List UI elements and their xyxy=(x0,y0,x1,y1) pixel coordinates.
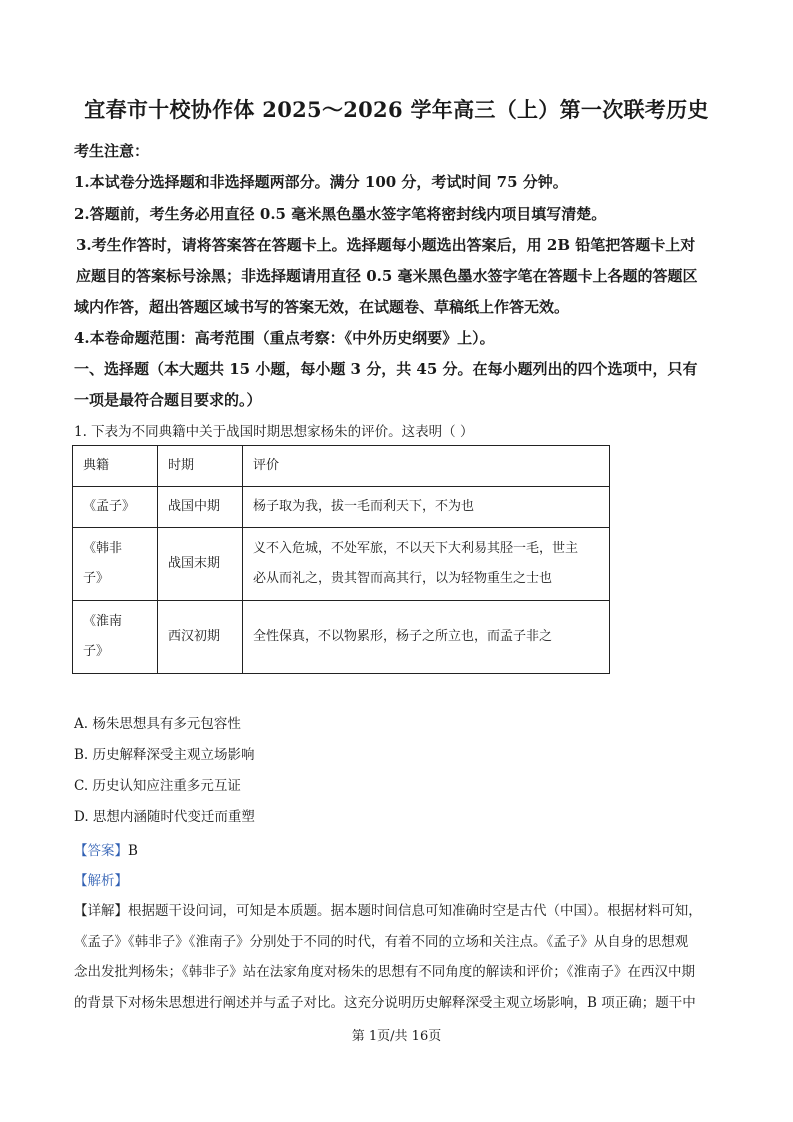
notice-item-3-line-1: 3.考生作答时，请将答案答在答题卡上。选择题每小题选出答案后，用 2B 铅笔把答题卡上对 xyxy=(76,236,696,254)
table-cell-comment: 全性保真，不以物累形，杨子之所立也，而孟子非之 xyxy=(243,601,610,674)
comment-line-1: 义不入危城，不处军旅，不以天下大利易其胫一毛，世主 xyxy=(253,541,579,556)
notice-heading: 考生注意： xyxy=(74,142,150,160)
book-line-1: 《淮南 xyxy=(83,614,123,629)
notice-item-2: 2.答题前，考生务必用直径 0.5 毫米黑色墨水签字笔将密封线内项目填写清楚。 xyxy=(74,205,607,223)
table-cell-period: 战国末期 xyxy=(158,528,243,601)
comment-line-2: 必从而礼之，贵其智而高其行，以为轻物重生之士也 xyxy=(253,571,553,586)
notice-item-4: 4.本卷命题范围：高考范围（重点考察：《中外历史纲要》上）。 xyxy=(74,329,495,347)
notice-item-1: 1.本试卷分选择题和非选择题两部分。满分 100 分，考试时间 75 分钟。 xyxy=(74,173,568,191)
table-row xyxy=(73,487,610,528)
book-line-1: 《韩非 xyxy=(83,541,123,556)
notice-item-3-line-2: 应题目的答案标号涂黑；非选择题请用直径 0.5 毫米黑色墨水签字笔在答题卡上各题的答题区 xyxy=(76,267,698,285)
table-cell-book xyxy=(73,528,158,601)
detail-line: 念出发批判杨朱；《韩非子》站在法家角度对杨朱的思想有不同角度的解读和评价；《淮南子》在西汉中期 xyxy=(74,964,695,980)
section-heading-line-2: 一项是最符合题目要求的。） xyxy=(74,391,262,409)
table-cell-comment: 杨子取为我，拔一毛而利天下，不为也 xyxy=(243,487,610,528)
page-title: 宜春市十校协作体 2025～2026 学年高三（上）第一次联考历史 xyxy=(84,97,709,122)
table-header-cell: 典籍 xyxy=(73,446,158,487)
detail-line: 《孟子》《韩非子》《淮南子》分别处于不同的时代，有着不同的立场和关注点。《孟子》从自身的思想观 xyxy=(74,933,689,950)
answer-value: B xyxy=(128,843,138,859)
option-c: C. 历史认知应注重多元互证 xyxy=(74,778,241,794)
table-cell-period: 战国中期 xyxy=(158,487,243,528)
notice-item-3-line-3: 域内作答，超出答题区域书写的答案无效，在试题卷、草稿纸上作答无效。 xyxy=(74,298,570,316)
option-d: D. 思想内涵随时代变迁而重塑 xyxy=(74,809,255,825)
book-line-2: 子》 xyxy=(83,644,110,659)
analysis-label: 【解析】 xyxy=(74,873,128,889)
table-cell-book xyxy=(73,601,158,674)
table-cell-book: 《孟子》 xyxy=(73,487,158,528)
table-row xyxy=(73,601,610,674)
table-row xyxy=(73,528,610,601)
table-header-cell: 评价 xyxy=(243,446,610,487)
table-header-row xyxy=(73,446,610,487)
answer-line xyxy=(74,839,138,859)
question-stem: 1. 下表为不同典籍中关于战国时期思想家杨朱的评价。这表明（ ） xyxy=(74,424,474,440)
page-footer: 第 1页/共 16页 xyxy=(351,1029,442,1044)
source-table xyxy=(72,445,610,674)
table-cell-period: 西汉初期 xyxy=(158,601,243,674)
detail-paragraph xyxy=(74,896,719,1018)
option-a: A. 杨朱思想具有多元包容性 xyxy=(74,716,241,732)
answer-label: 【答案】 xyxy=(74,843,128,859)
option-b: B. 历史解释深受主观立场影响 xyxy=(74,747,255,763)
book-line-2: 子》 xyxy=(83,571,110,586)
table-header-cell: 时期 xyxy=(158,446,243,487)
detail-line: 的背景下对杨朱思想进行阐述并与孟子对比。这充分说明历史解释深受主观立场影响，B 项正确；题干中 xyxy=(74,994,696,1011)
detail-line: 【详解】根据题干设问词，可知是本质题。据本题时间信息可知准确时空是古代（中国）。根据材料可知， xyxy=(74,903,702,919)
section-heading-line-1: 一、选择题（本大题共 15 小题，每小题 3 分，共 45 分。在每小题列出的四个选项中，只有 xyxy=(74,360,698,378)
table-cell-comment xyxy=(243,528,610,601)
